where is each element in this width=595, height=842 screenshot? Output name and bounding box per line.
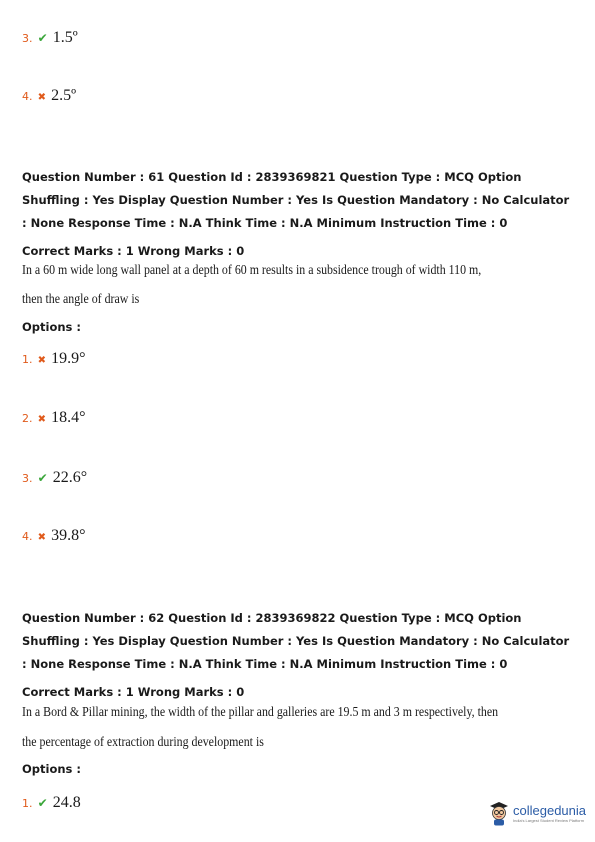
logo-name: collegedunia xyxy=(513,803,587,818)
option-number: 2. xyxy=(22,412,33,425)
correct-check-icon: ✔ xyxy=(37,471,48,485)
wrong-cross-icon: ✖ xyxy=(37,355,46,366)
question-text-line: the percentage of extraction during development is xyxy=(22,735,264,750)
wrong-cross-icon: ✖ xyxy=(37,92,46,103)
option-text: 18.4° xyxy=(51,409,86,426)
student-mascot-icon xyxy=(488,800,510,826)
question-text-line: In a Bord & Pillar mining, the width of the pillar and galleries are 19.5 m and 3 m respectively, then xyxy=(22,705,499,720)
question-marks: Correct Marks : 1 Wrong Marks : 0 xyxy=(22,685,245,699)
option-row xyxy=(22,467,87,487)
question-meta: Question Number : 62 Question Id : 2839369822 Question Type : MCQ Option Shuffling : Yes Display Question Number : Yes Is Question Mandatory : No Calculator : None Response Time : N.A Think Time : N.A Minimum Instruction Time : 0 xyxy=(22,611,570,671)
correct-check-icon: ✔ xyxy=(37,796,48,810)
question-meta: Question Number : 61 Question Id : 2839369821 Question Type : MCQ Option Shuffling : Yes Display Question Number : Yes Is Question Mandatory : No Calculator : None Response Time : N.A Think Time : N.A Minimum Instruction Time : 0 xyxy=(22,170,570,230)
option-text: 24.8 xyxy=(52,794,81,811)
option-text: 1.5º xyxy=(52,29,78,46)
collegedunia-logo xyxy=(488,800,586,826)
question-text-line: then the angle of draw is xyxy=(22,292,140,307)
option-row xyxy=(22,407,85,427)
question-marks: Correct Marks : 1 Wrong Marks : 0 xyxy=(22,244,245,258)
option-text: 19.9° xyxy=(51,350,86,367)
logo-tagline: India's Largest Student Review Platform xyxy=(513,818,585,823)
option-text: 22.6° xyxy=(52,469,88,486)
option-row xyxy=(22,525,85,545)
option-text: 39.8° xyxy=(51,527,86,544)
option-number: 4. xyxy=(22,530,33,543)
option-text: 2.5º xyxy=(51,87,77,104)
options-label: Options : xyxy=(22,320,81,334)
option-number: 1. xyxy=(22,353,33,366)
option-number: 3. xyxy=(22,472,33,485)
option-row xyxy=(22,85,76,105)
wrong-cross-icon: ✖ xyxy=(37,532,46,543)
options-label: Options : xyxy=(22,762,81,776)
option-row xyxy=(22,348,85,368)
question-text-line: In a 60 m wide long wall panel at a depth of 60 m results in a subsidence trough of width 110 m, xyxy=(22,263,482,278)
wrong-cross-icon: ✖ xyxy=(37,414,46,425)
option-number: 4. xyxy=(22,90,33,103)
correct-check-icon: ✔ xyxy=(37,31,48,45)
option-row xyxy=(22,27,78,47)
option-row xyxy=(22,792,81,812)
option-number: 1. xyxy=(22,797,33,810)
option-number: 3. xyxy=(22,32,33,45)
